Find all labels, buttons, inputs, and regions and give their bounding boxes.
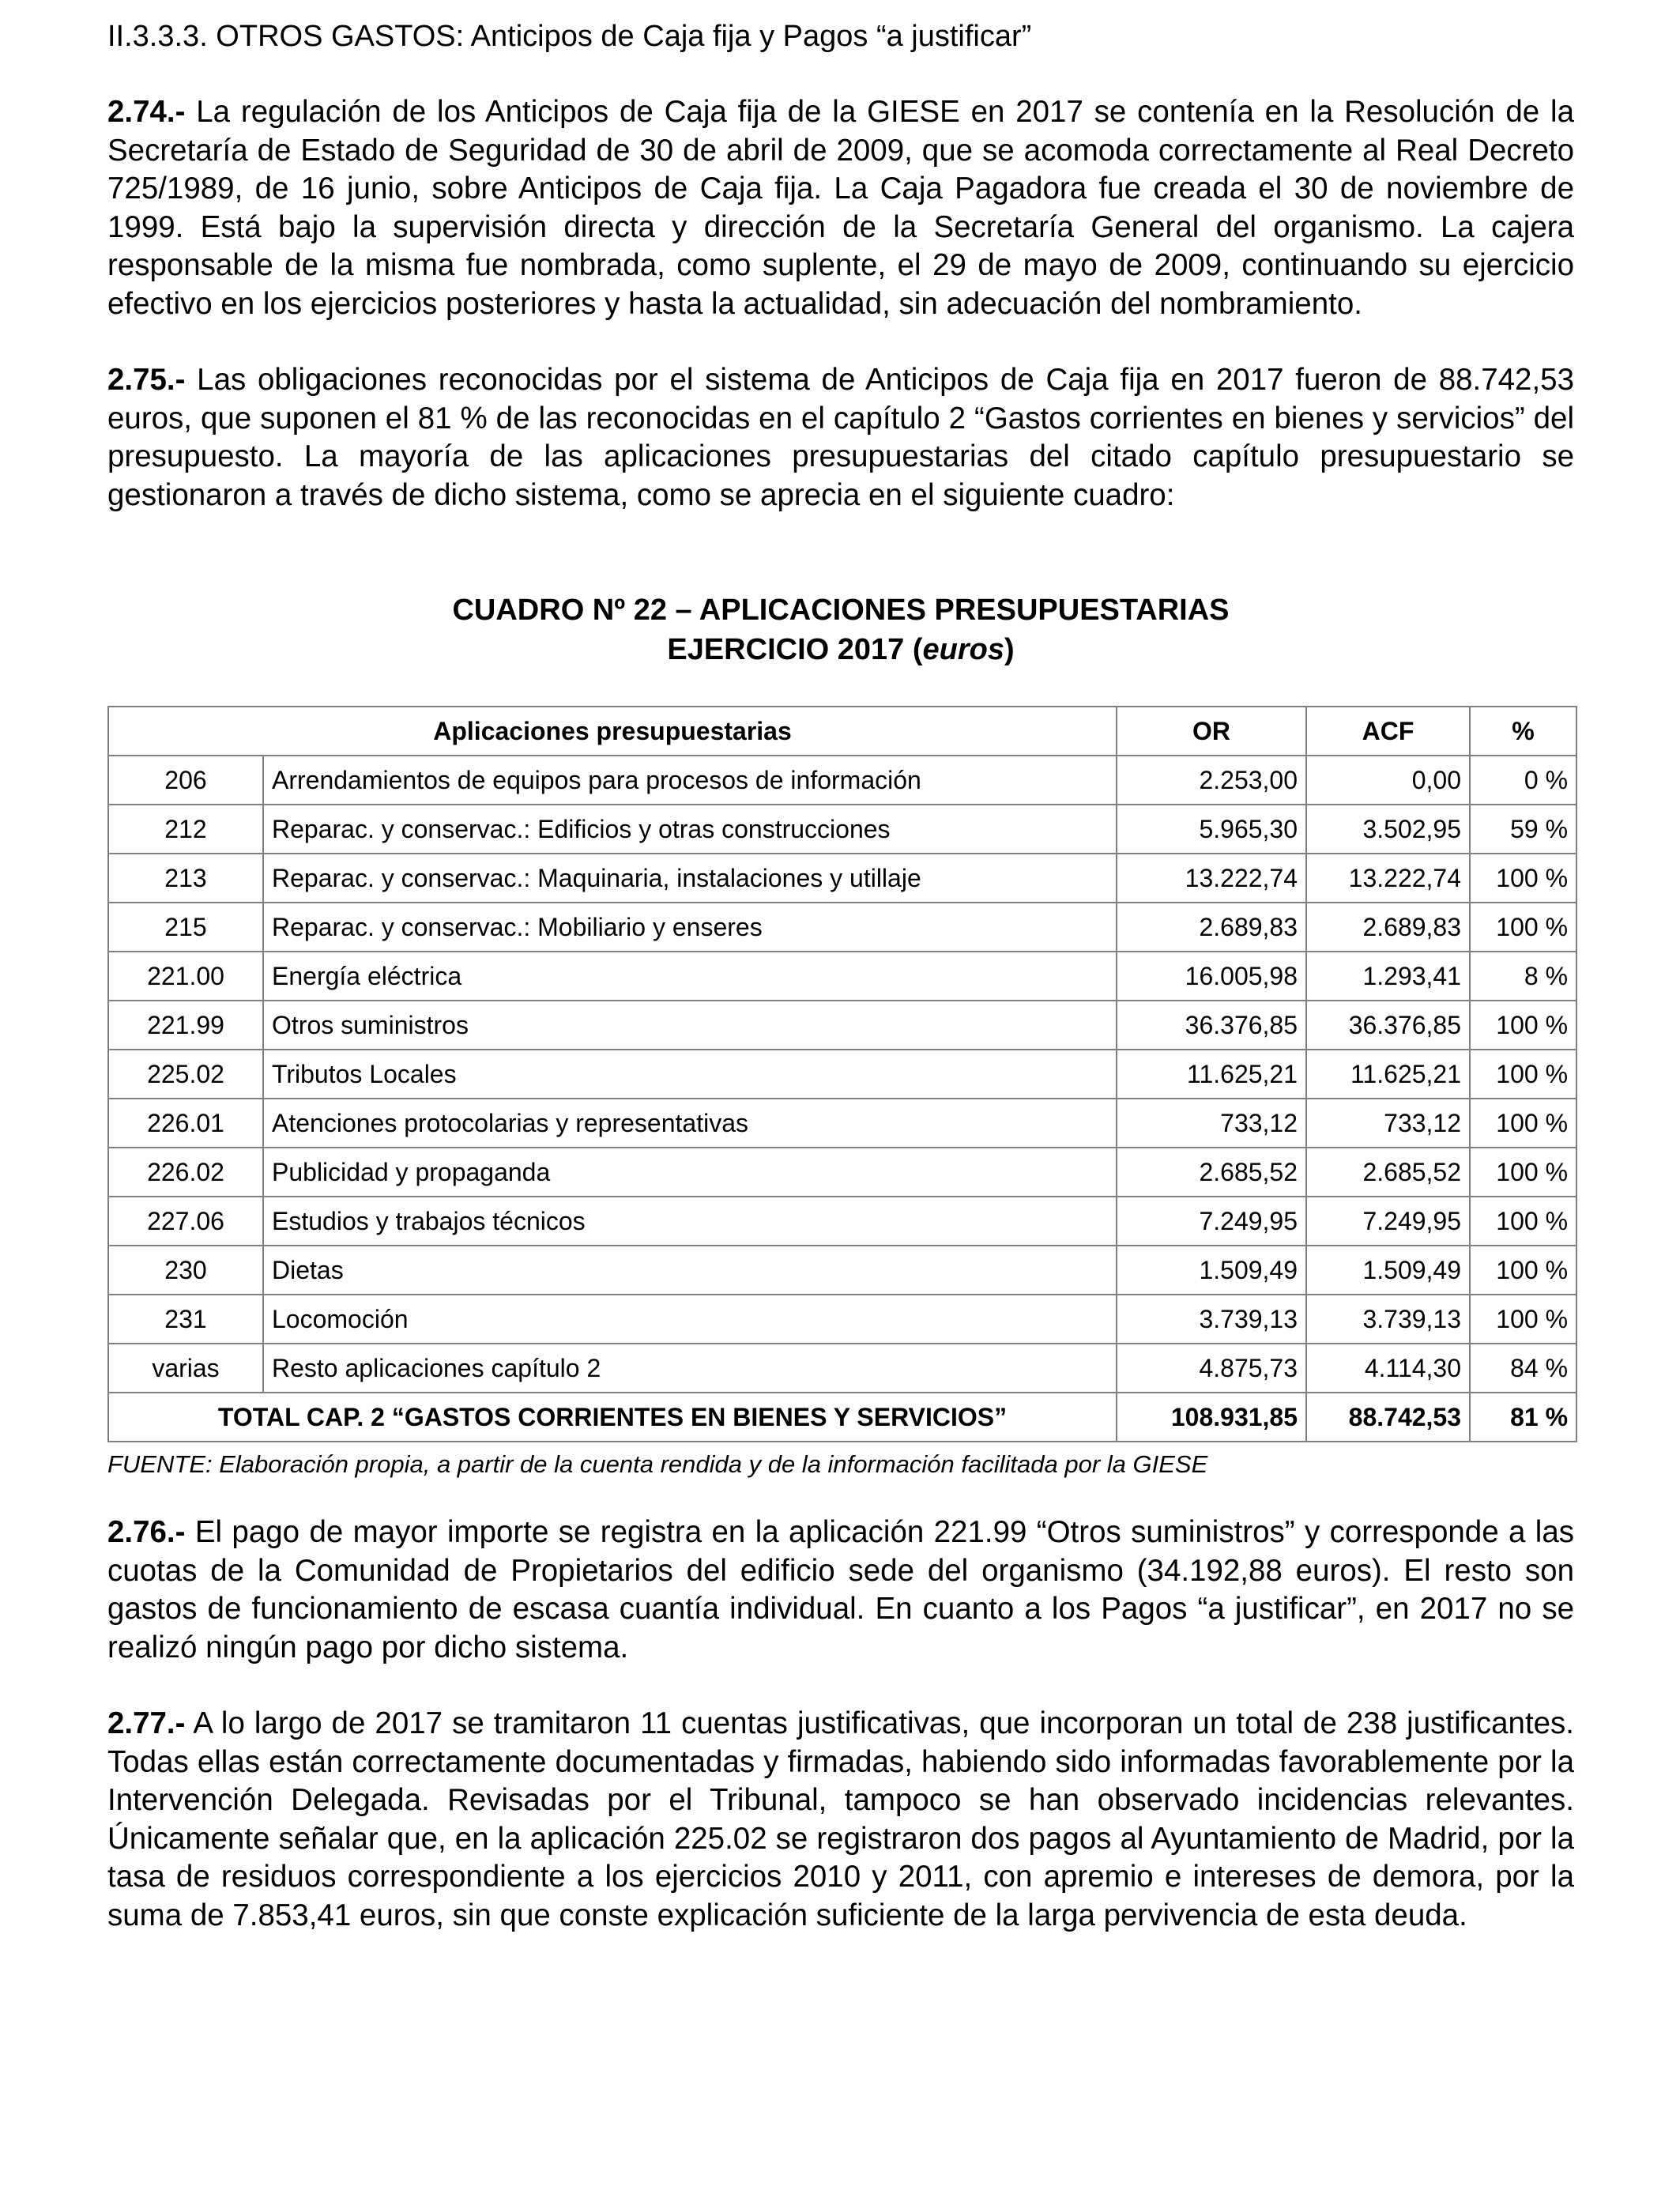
title-prefix: EJERCICIO 2017 ( <box>667 633 923 666</box>
table-body <box>108 756 1576 1442</box>
row-acf: 4.114,30 <box>1306 1344 1470 1393</box>
total-acf: 88.742,53 <box>1306 1393 1470 1442</box>
spacer <box>107 1480 1574 1514</box>
row-or: 1.509,49 <box>1117 1246 1306 1295</box>
paragraph-text: El pago de mayor importe se registra en la aplicación 221.99 “Otros suministros” y corresponde a las cuotas de la Comunidad de Propietarios del edificio sede del organismo (34.192,88 euros). El resto son gastos de funcionamiento de escasa cuantía individual. En cuanto a los Pagos “a justificar”, en 2017 no se realizó ningún pago por dicho sistema. <box>107 1515 1574 1664</box>
row-or: 733,12 <box>1117 1099 1306 1148</box>
row-description: Dietas <box>263 1246 1117 1295</box>
table-row <box>108 1050 1576 1099</box>
row-pct: 8 % <box>1470 952 1576 1001</box>
row-code: 212 <box>108 805 263 854</box>
table-total-row <box>108 1393 1576 1442</box>
row-code: 230 <box>108 1246 263 1295</box>
paragraph-text: Las obligaciones reconocidas por el sistema de Anticipos de Caja fija en 2017 fueron de 88.742,53 euros, que suponen el 81 % de las reconocidas en el capítulo 2 “Gastos corrientes en bienes y servicios” del presupuesto. La mayoría de las aplicaciones presupuestarias del citado capítulo presupuestario se gestionaron a través de dicho sistema, como se aprecia en el siguiente cuadro: <box>107 363 1574 512</box>
paragraph-2-74 <box>107 93 1574 323</box>
row-or: 36.376,85 <box>1117 1001 1306 1050</box>
row-description: Estudios y trabajos técnicos <box>263 1197 1117 1246</box>
table-source: FUENTE: Elaboración propia, a partir de la cuenta rendida y de la información facilitada por la GIESE <box>107 1450 1208 1478</box>
table-row <box>108 1148 1576 1197</box>
row-description: Reparac. y conservac.: Mobiliario y enseres <box>263 903 1117 952</box>
table-title <box>107 590 1574 669</box>
row-acf: 2.689,83 <box>1306 903 1470 952</box>
row-pct: 100 % <box>1470 1197 1576 1246</box>
table-row <box>108 756 1576 805</box>
row-acf: 3.502,95 <box>1306 805 1470 854</box>
row-description: Reparac. y conservac.: Edificios y otras construcciones <box>263 805 1117 854</box>
row-description: Tributos Locales <box>263 1050 1117 1099</box>
row-acf: 1.509,49 <box>1306 1246 1470 1295</box>
paragraph-text: A lo largo de 2017 se tramitaron 11 cuentas justificativas, que incorporan un total de 238 justificantes. Todas ellas están correctamente documentadas y firmadas, habiendo sido informadas favorablemente por la Intervención Delegada. Revisadas por el Tribunal, tampoco se han observado incidencias relevantes. Únicamente señalar que, en la aplicación 225.02 se registraron dos pagos al Ayuntamiento de Madrid, por la tasa de residuos correspondiente a los ejercicios 2010 y 2011, con apremio e intereses de demora, por la suma de 7.853,41 euros, sin que conste explicación suficiente de la larga pervivencia de esta deuda. <box>107 1706 1574 1932</box>
row-acf: 3.739,13 <box>1306 1295 1470 1344</box>
budget-table <box>107 706 1577 1442</box>
row-pct: 59 % <box>1470 805 1576 854</box>
row-description: Publicidad y propaganda <box>263 1148 1117 1197</box>
row-pct: 100 % <box>1470 854 1576 903</box>
row-acf: 36.376,85 <box>1306 1001 1470 1050</box>
section-heading: II.3.3.3. OTROS GASTOS: Anticipos de Caja fija y Pagos “a justificar” <box>107 20 1032 53</box>
budget-table-wrapper <box>107 706 1576 1442</box>
table-title-line-2 <box>107 630 1574 669</box>
spacer <box>107 515 1574 590</box>
paragraph-text: La regulación de los Anticipos de Caja fija de la GIESE en 2017 se contenía en la Resolución de la Secretaría de Estado de Seguridad de 30 de abril de 2009, que se acomoda correctamente al Real Decreto 725/1989, de 16 junio, sobre Anticipos de Caja fija. La Caja Pagadora fue creada el 30 de noviembre de 1999. Está bajo la supervisión directa y dirección de la Secretaría General del organismo. La cajera responsable de la misma fue nombrada, como suplente, el 29 de mayo de 2009, continuando su ejercicio efectivo en los ejercicios posteriores y hasta la actualidad, sin adecuación del nombramiento. <box>107 95 1574 321</box>
row-pct: 100 % <box>1470 1001 1576 1050</box>
table-header-row <box>108 707 1576 756</box>
row-pct: 100 % <box>1470 1148 1576 1197</box>
row-code: 221.00 <box>108 952 263 1001</box>
spacer <box>107 323 1574 361</box>
header-acf: ACF <box>1306 707 1470 756</box>
row-code: 227.06 <box>108 1197 263 1246</box>
row-acf: 0,00 <box>1306 756 1470 805</box>
table-row <box>108 1344 1576 1393</box>
table-row <box>108 1001 1576 1050</box>
row-code: 215 <box>108 903 263 952</box>
row-code: 221.99 <box>108 1001 263 1050</box>
paragraph-number: 2.75.- <box>107 363 186 397</box>
row-acf: 1.293,41 <box>1306 952 1470 1001</box>
row-or: 4.875,73 <box>1117 1344 1306 1393</box>
spacer <box>107 1667 1574 1705</box>
row-pct: 100 % <box>1470 1099 1576 1148</box>
header-or: OR <box>1117 707 1306 756</box>
paragraph-2-75 <box>107 361 1574 515</box>
row-or: 5.965,30 <box>1117 805 1306 854</box>
table-row <box>108 1246 1576 1295</box>
row-or: 7.249,95 <box>1117 1197 1306 1246</box>
row-pct: 100 % <box>1470 903 1576 952</box>
row-code: 206 <box>108 756 263 805</box>
spacer <box>107 55 1574 93</box>
row-code: 231 <box>108 1295 263 1344</box>
row-code: 225.02 <box>108 1050 263 1099</box>
row-acf: 2.685,52 <box>1306 1148 1470 1197</box>
table-row <box>108 903 1576 952</box>
row-code: 213 <box>108 854 263 903</box>
total-or: 108.931,85 <box>1117 1393 1306 1442</box>
row-pct: 100 % <box>1470 1246 1576 1295</box>
table-title-line-1: CUADRO Nº 22 – APLICACIONES PRESUPUESTARIAS <box>452 594 1230 627</box>
row-pct: 100 % <box>1470 1050 1576 1099</box>
table-row <box>108 805 1576 854</box>
row-acf: 11.625,21 <box>1306 1050 1470 1099</box>
row-description: Resto aplicaciones capítulo 2 <box>263 1344 1117 1393</box>
paragraph-2-76 <box>107 1514 1574 1667</box>
table-row <box>108 854 1576 903</box>
row-pct: 84 % <box>1470 1344 1576 1393</box>
row-or: 11.625,21 <box>1117 1050 1306 1099</box>
row-or: 2.689,83 <box>1117 903 1306 952</box>
row-acf: 7.249,95 <box>1306 1197 1470 1246</box>
title-suffix: ) <box>1004 633 1015 666</box>
paragraph-number: 2.76.- <box>107 1515 186 1549</box>
row-description: Locomoción <box>263 1295 1117 1344</box>
table-row <box>108 1295 1576 1344</box>
row-or: 2.253,00 <box>1117 756 1306 805</box>
row-or: 2.685,52 <box>1117 1148 1306 1197</box>
table-row <box>108 1197 1576 1246</box>
header-aplicaciones: Aplicaciones presupuestarias <box>108 707 1117 756</box>
row-description: Energía eléctrica <box>263 952 1117 1001</box>
row-description: Arrendamientos de equipos para procesos de información <box>263 756 1117 805</box>
row-pct: 100 % <box>1470 1295 1576 1344</box>
paragraph-2-77 <box>107 1705 1574 1935</box>
table-row <box>108 1099 1576 1148</box>
total-pct: 81 % <box>1470 1393 1576 1442</box>
title-italic: euros <box>922 633 1004 666</box>
table-row <box>108 952 1576 1001</box>
total-label: TOTAL CAP. 2 “GASTOS CORRIENTES EN BIENES Y SERVICIOS” <box>108 1393 1117 1442</box>
header-pct: % <box>1470 707 1576 756</box>
row-acf: 13.222,74 <box>1306 854 1470 903</box>
paragraph-number: 2.74.- <box>107 95 186 129</box>
row-description: Atenciones protocolarias y representativas <box>263 1099 1117 1148</box>
document-page <box>107 17 1574 1935</box>
row-description: Reparac. y conservac.: Maquinaria, instalaciones y utillaje <box>263 854 1117 903</box>
row-acf: 733,12 <box>1306 1099 1470 1148</box>
row-or: 16.005,98 <box>1117 952 1306 1001</box>
row-code: varias <box>108 1344 263 1393</box>
row-description: Otros suministros <box>263 1001 1117 1050</box>
row-pct: 0 % <box>1470 756 1576 805</box>
row-or: 3.739,13 <box>1117 1295 1306 1344</box>
paragraph-number: 2.77.- <box>107 1706 186 1740</box>
row-or: 13.222,74 <box>1117 854 1306 903</box>
row-code: 226.02 <box>108 1148 263 1197</box>
row-code: 226.01 <box>108 1099 263 1148</box>
